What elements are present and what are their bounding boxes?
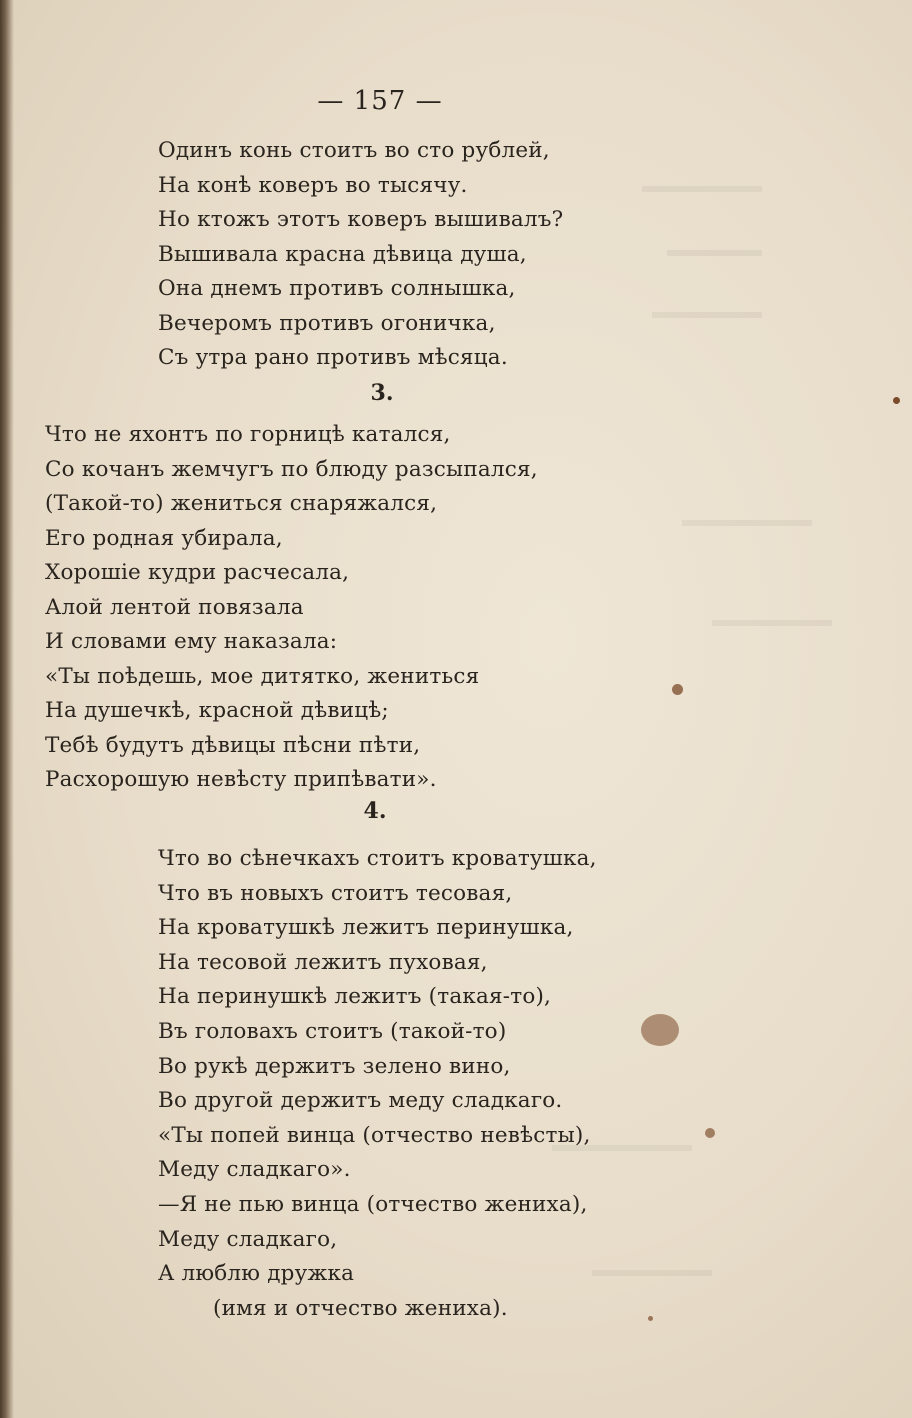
poem-line: Меду сладкаго». xyxy=(158,1157,351,1183)
stain xyxy=(641,1014,679,1046)
poem-line: Она днемъ противъ солнышка, xyxy=(158,276,516,301)
bleed-through-mark xyxy=(667,250,762,256)
poem-line: Но ктожъ этотъ коверъ вышивалъ? xyxy=(158,207,564,232)
poem-line: (Такой-то) жениться снаряжался, xyxy=(45,491,438,516)
ink-spot xyxy=(893,397,900,404)
poem-line: Расхорошую невѣсту припѣвати». xyxy=(45,767,437,792)
poem-line: Вышивала красна дѣвица душа, xyxy=(158,241,527,267)
bleed-through-mark xyxy=(642,186,762,192)
poem-line: Со кочанъ жемчугъ по блюду разсыпался, xyxy=(45,456,538,482)
bleed-through-mark xyxy=(652,312,762,318)
poem-line: Во другой держитъ меду сладкаго. xyxy=(158,1088,563,1114)
bleed-through-mark xyxy=(592,1270,712,1276)
poem-line: Тебѣ будутъ дѣвицы пѣсни пѣти, xyxy=(45,732,421,758)
poem-line: Его родная убирала, xyxy=(45,525,283,551)
poem-stanza-4 xyxy=(158,842,597,1326)
poem-line: Что въ новыхъ стоитъ тесовая, xyxy=(158,880,513,906)
poem-line: Хорошіе кудри расчесала, xyxy=(45,560,350,585)
poem-line: Алой лентой повязала xyxy=(45,594,304,620)
poem-line: Что не яхонтъ по горницѣ катался, xyxy=(45,422,451,447)
poem-line: Что во сѣнечкахъ стоитъ кроватушка, xyxy=(158,846,597,871)
bleed-through-mark xyxy=(682,520,812,526)
poem-line: А люблю дружка xyxy=(158,1261,355,1287)
section-number-4: 4. xyxy=(363,798,387,824)
poem-line: На конѣ коверъ во тысячу. xyxy=(158,172,468,198)
poem-line: «Ты поѣдешь, мое дитятко, жениться xyxy=(45,663,480,689)
poem-line: Во рукѣ держитъ зелено вино, xyxy=(158,1053,511,1079)
ink-spot xyxy=(672,684,683,695)
poem-line: На тесовой лежитъ пуховая, xyxy=(158,949,488,975)
poem-line: Одинъ конь стоитъ во сто рублей, xyxy=(158,138,550,163)
poem-line: —Я не пью винца (отчество жениха), xyxy=(158,1191,588,1217)
poem-line: И словами ему наказала: xyxy=(45,629,338,654)
poem-line: Въ головахъ стоитъ (такой-то) xyxy=(158,1018,507,1044)
ink-spot xyxy=(648,1316,653,1321)
poem-line: Съ утра рано противъ мѣсяца. xyxy=(158,345,508,370)
poem-line: На кроватушкѣ лежитъ перинушка, xyxy=(158,915,574,941)
poem-stanza-top xyxy=(158,134,563,376)
poem-line: На перинушкѣ лежитъ (такая-то), xyxy=(158,984,552,1010)
binding-edge xyxy=(0,0,14,1418)
bleed-through-mark xyxy=(712,620,832,626)
poem-stanza-3 xyxy=(45,418,538,798)
poem-line: (имя и отчество жениха). xyxy=(213,1295,508,1321)
ink-spot xyxy=(705,1128,715,1138)
poem-line: «Ты попей винца (отчество невѣсты), xyxy=(158,1122,591,1148)
page-number: — 157 — xyxy=(317,86,443,116)
poem-line: Меду сладкаго, xyxy=(158,1226,338,1252)
poem-line: Вечеромъ противъ огоничка, xyxy=(158,310,496,336)
section-number-3: 3. xyxy=(370,380,394,406)
poem-line: На душечкѣ, красной дѣвицѣ; xyxy=(45,698,389,723)
